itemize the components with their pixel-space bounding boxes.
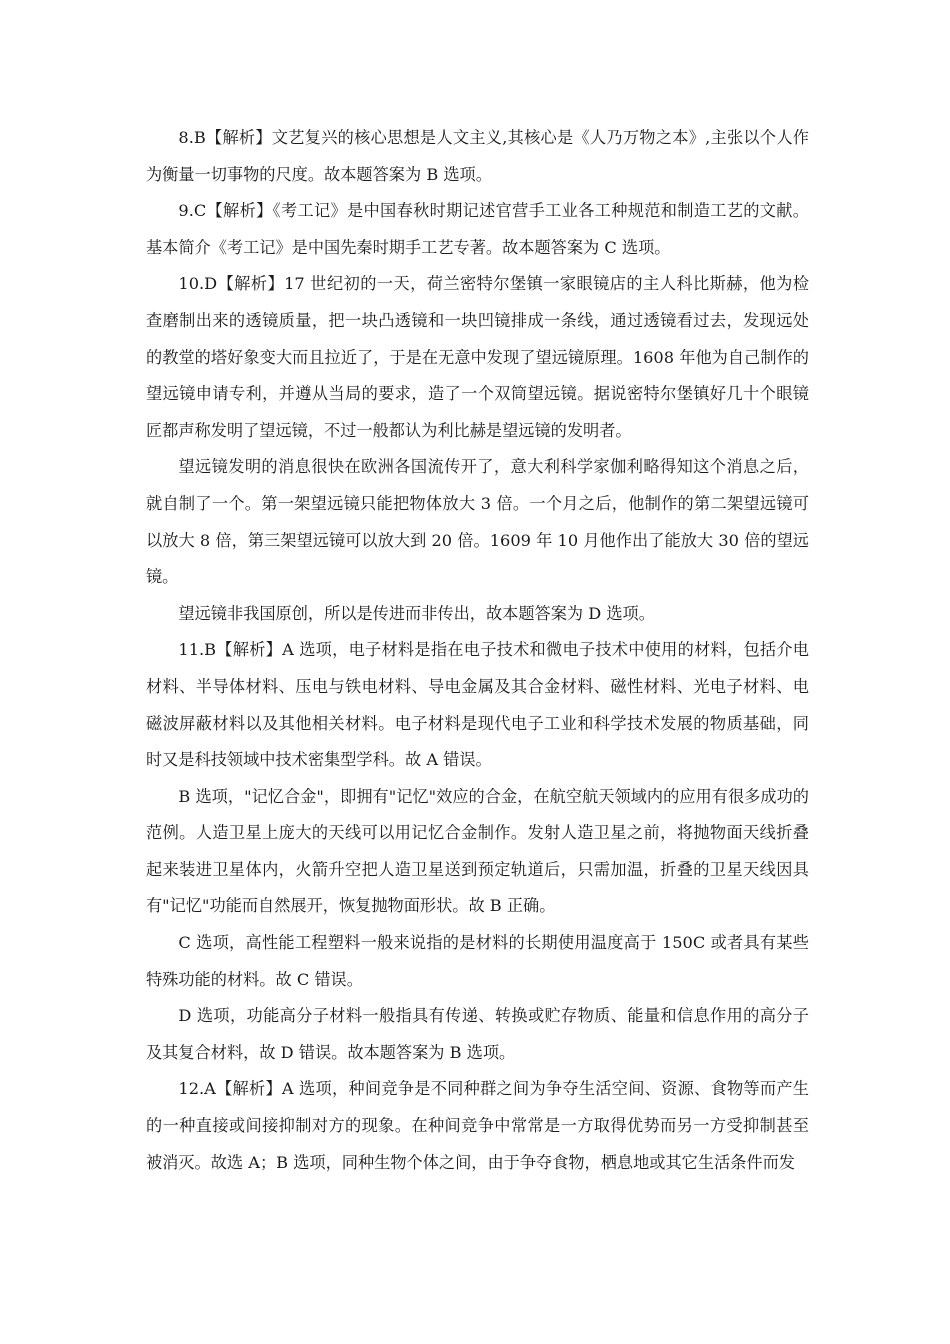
paragraph-answer-11-option-d: D 选项，功能高分子材料一般指具有传递、转换或贮存物质、能量和信息作用的高分子及其复合材料，故 D 错误。故本题答案为 B 选项。 xyxy=(146,1006,809,1062)
paragraph-answer-10-conclusion: 望远镜非我国原创，所以是传进而非传出，故本题答案为 D 选项。 xyxy=(178,603,655,623)
answer-explanations xyxy=(146,120,809,1181)
paragraph-answer-11-option-c: C 选项，高性能工程塑料一般来说指的是材料的长期使用温度高于 150C 或者具有某些特殊功能的材料。故 C 错误。 xyxy=(146,933,809,989)
paragraph-telescope-spread: 望远镜发明的消息很快在欧洲各国流传开了，意大利科学家伽利略得知这个消息之后，就自制了一个。第一架望远镜只能把物体放大 3 倍。一个月之后，他制作的第二架望远镜可以放大 8 倍，第三架望远镜可以放大到 20 倍。1609 年 10 月他作出了能放大 30 倍的望远镜。 xyxy=(146,457,809,587)
paragraph-answer-11-option-b: B 选项，"记忆合金"，即拥有"记忆"效应的合金，在航空航天领域内的应用有很多成功的范例。人造卫星上庞大的天线可以用记忆合金制作。发射人造卫星之前，将抛物面天线折叠起来装进卫星体内，火箭升空把人造卫星送到预定轨道后，只需加温，折叠的卫星天线因具有"记忆"功能而自然展开，恢复抛物面形状。故 B 正确。 xyxy=(146,786,809,916)
paragraph-answer-12: 12.A【解析】A 选项，种间竞争是不同种群之间为争夺生活空间、资源、食物等而产生的一种直接或间接抑制对方的现象。在种间竞争中常常是一方取得优势而另一方受抑制甚至被消灭。故选 A；B 选项，同种生物个体之间，由于争夺食物，栖息地或其它生活条件而发 xyxy=(146,1079,809,1172)
paragraph-answer-10: 10.D【解析】17 世纪初的一天，荷兰密特尔堡镇一家眼镜店的主人科比斯赫，他为检查磨制出来的透镜质量，把一块凸透镜和一块凹镜排成一条线，通过透镜看过去，发现远处的教堂的塔好象变大而且拉近了，于是在无意中发现了望远镜原理。1608 年他为自己制作的望远镜申请专利，并遵从当局的要求，造了一个双筒望远镜。据说密特尔堡镇好几十个眼镜匠都声称发明了望远镜，不过一般都认为利比赫是望远镜的发明者。 xyxy=(146,274,809,440)
paragraph-answer-8: 8.B【解析】文艺复兴的核心思想是人文主义,其核心是《人乃万物之本》,主张以个人作为衡量一切事物的尺度。故本题答案为 B 选项。 xyxy=(146,128,809,184)
paragraph-answer-11-option-a: 11.B【解析】A 选项，电子材料是指在电子技术和微电子技术中使用的材料，包括介电材料、半导体材料、压电与铁电材料、导电金属及其合金材料、磁性材料、光电子材料、电磁波屏蔽材料以及其他相关材料。电子材料是现代电子工业和科学技术发展的物质基础，同时又是科技领域中技术密集型学科。故 A 错误。 xyxy=(146,640,809,770)
paragraph-answer-9: 9.C【解析】《考工记》是中国春秋时期记述官营手工业各工种规范和制造工艺的文献。基本简介《考工记》是中国先秦时期手工艺专著。故本题答案为 C 选项。 xyxy=(146,201,809,257)
